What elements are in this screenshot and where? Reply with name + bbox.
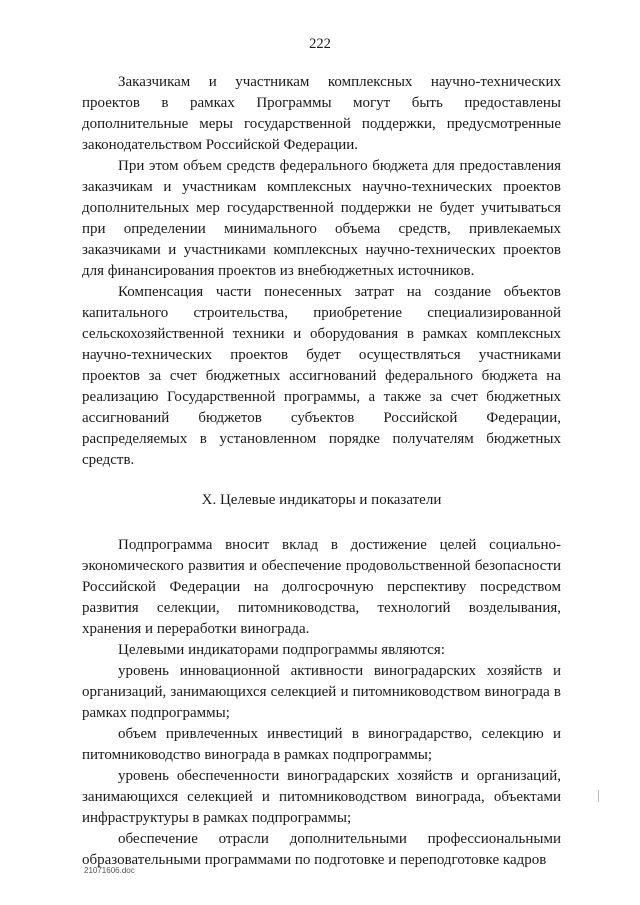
paragraph: Компенсация части понесенных затрат на создание объектов капитального строительства, приобретение специализированной сельскохозяйственной техники и оборудования в рамках комплексных научно-технических проектов будет осуществляться участниками проектов за счет бюджетных ассигнований федерального бюджета на реализацию Государственной программы, а также за счет бюджетных ассигнований бюджетов субъектов Российской Федерации, распределяемых в установленном порядке получателям бюджетных средств. <box>82 284 561 468</box>
paragraph: Целевыми индикаторами подпрограммы являются: <box>118 642 445 658</box>
list-item: уровень инновационной активности виноградарских хозяйств и организаций, занимающихся селекцией и питомниководством винограда в рамках подпрограммы; <box>82 663 561 721</box>
document-body <box>82 72 561 871</box>
list-item: уровень обеспеченности виноградарских хозяйств и организаций, занимающихся селекцией и питомниководством винограда, объектами инфраструктуры в рамках подпрограммы; <box>82 768 561 826</box>
section-heading: X. Целевые индикаторы и показатели <box>201 492 442 508</box>
list-item: обеспечение отрасли дополнительными профессиональными образовательными программами по подготовке и переподготовке кадров <box>82 831 561 868</box>
margin-mark <box>598 790 599 802</box>
paragraph: Заказчикам и участникам комплексных научно-технических проектов в рамках Программы могут быть предоставлены дополнительные меры государственной поддержки, предусмотренные законодательством Российской Федерации. <box>82 74 561 153</box>
paragraph: При этом объем средств федерального бюджета для предоставления заказчикам и участникам комплексных научно-технических проектов дополнительных мер государственной поддержки не будет учитываться при определении минимального объема средств, привлекаемых заказчиками и участниками комплексных научно-технических проектов для финансирования проектов из внебюджетных источников. <box>82 158 561 279</box>
page-number: 222 <box>309 36 331 52</box>
footer-filename: 21071606.doc <box>84 866 135 875</box>
paragraph: Подпрограмма вносит вклад в достижение целей социально-экономического развития и обеспечение продовольственной безопасности Российской Федерации на долгосрочную перспективу посредством развития селекции, питомниководства, технологий возделывания, хранения и переработки винограда. <box>82 537 561 637</box>
list-item: объем привлеченных инвестиций в виноградарство, селекцию и питомниководство винограда в рамках подпрограммы; <box>82 726 561 763</box>
